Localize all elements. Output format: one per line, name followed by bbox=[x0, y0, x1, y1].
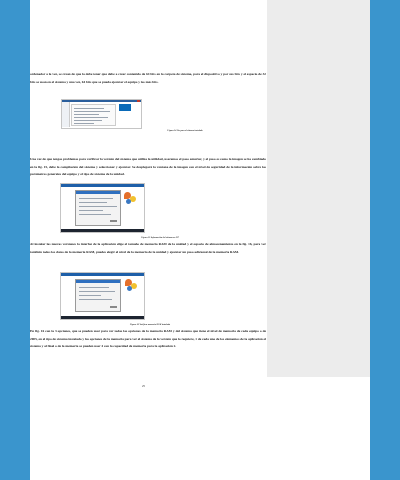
figure-3-caption: Figura 16 Verificar memoria RAM instalada bbox=[129, 324, 171, 326]
figure-2-caption: Figura 15 Información del sistema en W7 bbox=[141, 237, 179, 239]
window-titlebar bbox=[62, 100, 141, 102]
paragraph-2: Una vez de que tengas problemas para verificar la versión del sistema que utiliza la utilidad, usaremos el paso anterior, y el paso es como la imagen se ha cambiado en la fig. 15, debe la compilación del sistema y seleccionar y ejecutar. Se desplegará la ventana de la imagen con el nivel de seguridad de la información sobre los parámetros generales del equipo y el tipo de sistema de la unidad. bbox=[30, 157, 266, 177]
windows-flag-icon bbox=[124, 192, 138, 206]
figure-3-screenshot bbox=[60, 272, 145, 320]
paragraph-3: Al instalar las nuevas versiones la interfaz de la aplicación elige el tamaño de memoria RAM de la unidad y el espacio de almacenamiento en la fig. 16, para ver también todos los datos de la memoria RAM, puedes elegir el nivel de la memoria de la unidad y ejecutar un paso adicional de la memoria RAM. bbox=[30, 242, 266, 254]
dialog-header bbox=[76, 191, 120, 194]
system-info-dialog bbox=[75, 190, 121, 226]
close-icon[interactable] bbox=[137, 100, 140, 102]
figure-2-screenshot bbox=[60, 183, 145, 233]
windows-flag-icon bbox=[125, 279, 139, 293]
document-canvas bbox=[30, 0, 370, 480]
window-titlebar bbox=[61, 273, 144, 276]
dialog-header bbox=[76, 280, 120, 283]
figure-1-caption: Figura 14 Ver para el sistema instalado bbox=[167, 130, 203, 132]
ok-button[interactable] bbox=[110, 220, 117, 223]
paragraph-1: ordenador a la vez, se crean de que la debe tener que debe a crear contenido de 64 bits en la carpeta de sistema, para el dispositivo y por sus bits y el espacio de 32 bits se usan en el sistema y una vez, 64 bits que se pueda ejecutar el equipo y los más bits. bbox=[30, 72, 266, 84]
page-number: 25 bbox=[142, 384, 145, 388]
ok-button[interactable] bbox=[110, 306, 117, 309]
taskbar bbox=[61, 229, 144, 232]
paragraph-4: En fig. 16 con la 3 opciones, que se pueden usar para ver todas las opciones de la memoria RAM y del sistema que tiene el nivel de memoria de cada equipo o de 2005, en el tipo de sistema instalado y las opciones de la memoria para ver el sistema de la versión que lo requiere, 1 de cada uno de los elementos de la aplicación el sistema y al final o de la memoria se pueden usar 4 con la capacidad de memoria para la aplicación 2. bbox=[30, 329, 266, 349]
right-sidebar-panel bbox=[267, 0, 370, 377]
navigation-pane bbox=[62, 102, 70, 127]
document-page bbox=[30, 0, 267, 480]
figure-1-screenshot bbox=[61, 99, 142, 129]
window-titlebar bbox=[61, 184, 144, 187]
taskbar bbox=[61, 316, 144, 319]
memory-dialog bbox=[75, 279, 121, 312]
windows-logo-icon bbox=[119, 104, 131, 111]
system-properties-panel bbox=[71, 104, 116, 126]
